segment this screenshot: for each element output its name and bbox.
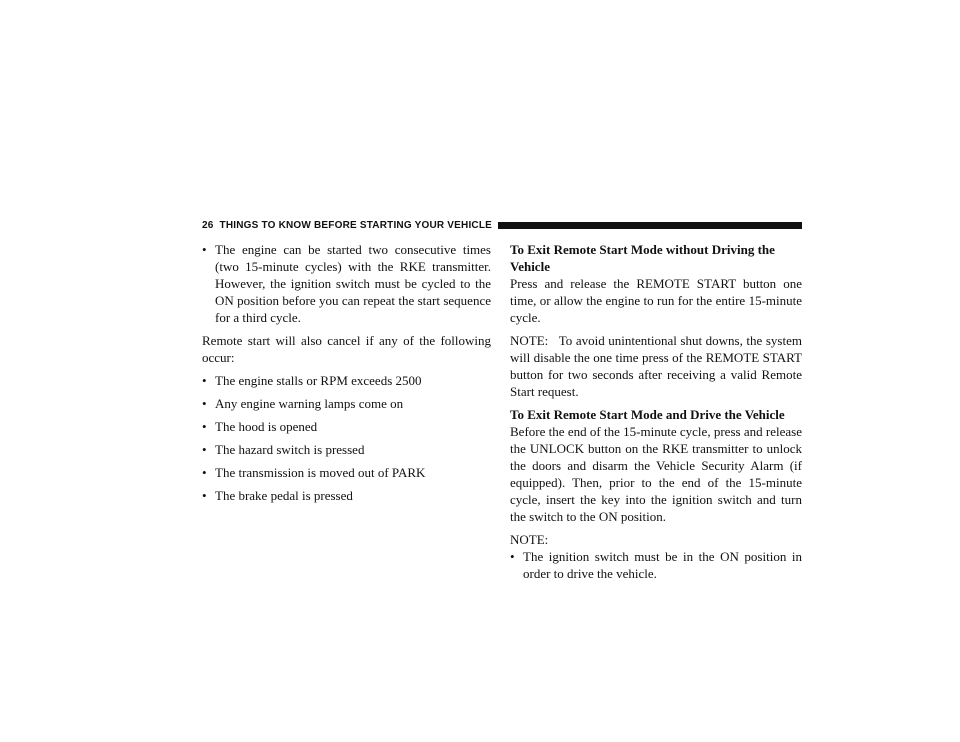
list-item <box>202 395 491 412</box>
section-heading-exit-drive: To Exit Remote Start Mode and Drive the Vehicle <box>510 407 785 422</box>
bullet-icon: • <box>202 442 207 457</box>
note-label: NOTE: <box>510 532 549 547</box>
paragraph-exit-drive: Before the end of the 15-minute cycle, press and release the UNLOCK button on the RKE transmitter to unlock the doors and disarm the Vehicle Security Alarm (if equipped). Then, prior to the end of the 15-minute cycle, insert the key into the ignition switch and turn the switch to the ON position. <box>510 424 802 524</box>
paragraph-exit-no-drive: Press and release the REMOTE START button one time, or allow the engine to run for the entire 15-minute cycle. <box>510 276 802 325</box>
list-item <box>202 372 491 389</box>
list-item <box>202 418 491 435</box>
list-item <box>202 464 491 481</box>
bullet-text: The transmission is moved out of PARK <box>215 465 426 480</box>
bullet-icon: • <box>202 465 207 480</box>
list-item <box>202 441 491 458</box>
note-label: NOTE: <box>510 333 549 348</box>
note-text: To avoid unintentional shut downs, the system will disable the one time press of the REMOTE START button for two seconds after receiving a valid Remote Start request. <box>510 333 802 399</box>
bullet-text: The hazard switch is pressed <box>215 442 365 457</box>
page-number: 26 <box>202 219 214 231</box>
bullet-icon: • <box>202 396 207 411</box>
left-column <box>202 241 491 510</box>
section-title: THINGS TO KNOW BEFORE STARTING YOUR VEHICLE <box>219 219 493 231</box>
list-item <box>510 548 802 582</box>
bullet-text: The engine can be started two consecutive times (two 15-minute cycles) with the RKE transmitter. However, the ignition switch must be cycled to the ON position before you can repeat the start sequence for a third cycle. <box>215 242 491 325</box>
list-item <box>202 487 491 504</box>
cancel-intro: Remote start will also cancel if any of the following occur: <box>202 333 491 365</box>
bullet-text: Any engine warning lamps come on <box>215 396 404 411</box>
bullet-icon: • <box>202 488 207 503</box>
section-heading-exit-no-drive: To Exit Remote Start Mode without Driving the Vehicle <box>510 242 775 274</box>
header-rule <box>498 222 802 229</box>
page-header <box>202 218 802 232</box>
bullet-icon: • <box>202 419 207 434</box>
bullet-icon: • <box>202 242 207 257</box>
bullet-icon: • <box>510 549 515 564</box>
bullet-text: The ignition switch must be in the ON position in order to drive the vehicle. <box>523 549 802 581</box>
bullet-icon: • <box>202 373 207 388</box>
bullet-text: The engine stalls or RPM exceeds 2500 <box>215 373 422 388</box>
bullet-text: The brake pedal is pressed <box>215 488 353 503</box>
list-item <box>202 241 491 326</box>
bullet-text: The hood is opened <box>215 419 318 434</box>
right-column <box>510 241 802 588</box>
note-paragraph <box>510 332 802 400</box>
